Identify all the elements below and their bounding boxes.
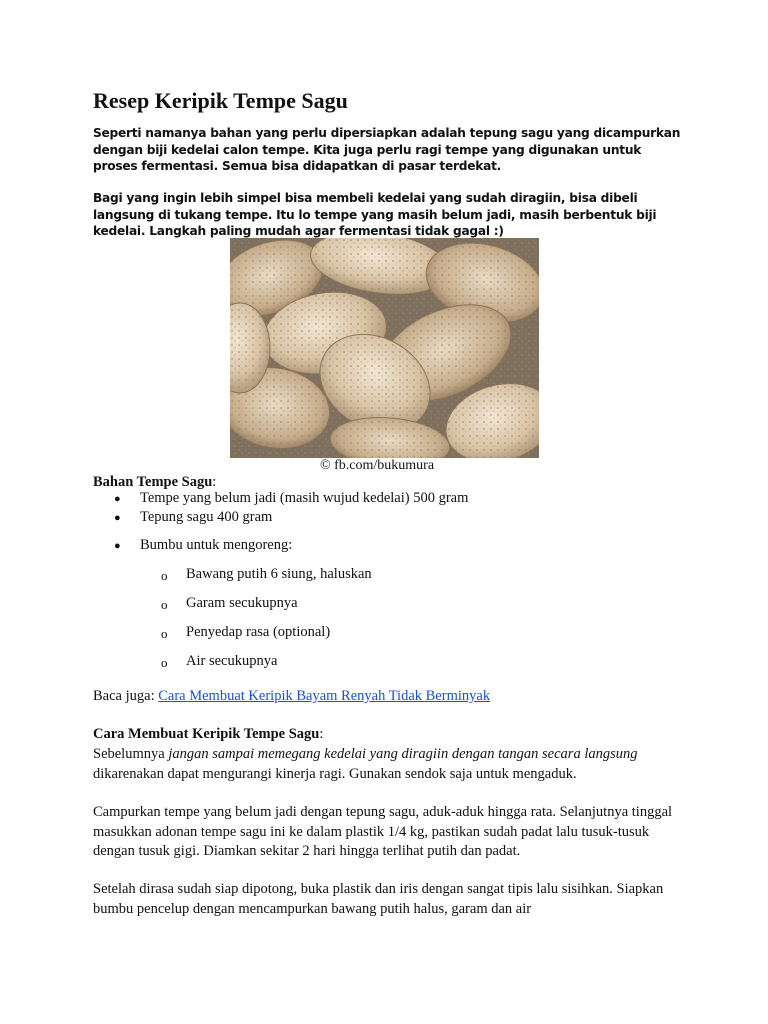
read-also-line [93, 687, 693, 707]
sub-bullet-marker: o [161, 655, 168, 670]
ingredient-item-2: Tepung sagu 400 gram [140, 509, 273, 525]
intro-paragraph-2: Bagi yang ingin lebih simpel bisa membeli kedelai yang sudah diragiin, bisa dibeli langsung di tukang tempe. Itu lo tempe yang masih belum jadi, masih berbentuk biji kedelai. Langkah paling mudah agar fermentasi tidak gagal :) [93, 191, 657, 238]
method-paragraph-1 [93, 745, 693, 784]
sub-bullet-marker: o [161, 568, 168, 583]
ingredients-heading-text: Bahan Tempe Sagu [93, 474, 213, 490]
sub-bullet-marker: o [161, 626, 168, 641]
bullet-marker: ● [114, 493, 121, 505]
method-p1-start: Sebelumnya [93, 746, 169, 762]
read-also-label: Baca juga: [93, 688, 155, 704]
method-heading-colon: : [319, 726, 324, 742]
method-paragraph-3: Setelah dirasa sudah siap dipotong, buka plastik dan iris dengan sangat tipis lalu sisihkan. Siapkan bumbu pencelup dengan mencampurkan bawang putih halus, garam dan air [93, 881, 664, 917]
ingredient-sub-item-2: Garam secukupnya [186, 595, 298, 611]
ingredients-heading-colon: : [212, 474, 217, 490]
keripik-photo [230, 238, 539, 458]
intro-paragraph-1: Seperti namanya bahan yang perlu dipersiapkan adalah tepung sagu yang dicampurkan dengan biji kedelai calon tempe. Kita juga perlu ragi tempe yang digunakan untuk proses fermentasi. Semua bisa didapatkan di pasar terdekat. [93, 126, 681, 173]
ingredients-heading [93, 474, 216, 491]
ingredient-sub-item-4: Air secukupnya [186, 653, 278, 669]
sub-bullet-marker: o [161, 597, 168, 612]
method-p1-italic: jangan sampai memegang kedelai yang diragiin dengan tangan secara langsung [168, 746, 638, 762]
method-heading [93, 726, 323, 743]
method-paragraph-2: Campurkan tempe yang belum jadi dengan tepung sagu, aduk-aduk hingga rata. Selanjutnya tinggal masukkan adonan tempe sagu ini ke dalam plastik 1/4 kg, pastikan sudah padat lalu tusuk-tusuk dengan tusuk gigi. Diamkan sekitar 2 hari hingga terlihat putih dan padat. [93, 804, 673, 859]
ingredient-sub-item-3: Penyedap rasa (optional) [186, 624, 331, 640]
read-also-link[interactable]: Cara Membuat Keripik Bayam Renyah Tidak Berminyak [158, 688, 491, 704]
method-p1-end: dikarenakan dapat mengurangi kinerja ragi. Gunakan sendok saja untuk mengaduk. [93, 765, 577, 782]
photo-caption: © fb.com/bukumura [320, 458, 435, 473]
ingredient-item-1: Tempe yang belum jadi (masih wujud kedelai) 500 gram [140, 490, 469, 506]
bullet-marker: ● [114, 540, 121, 552]
page-title: Resep Keripik Tempe Sagu [93, 88, 348, 113]
keripik-photo-illustration [230, 238, 539, 458]
ingredient-item-3: Bumbu untuk mengoreng: [140, 537, 293, 553]
bullet-marker: ● [114, 512, 121, 524]
method-heading-text: Cara Membuat Keripik Tempe Sagu [93, 726, 320, 742]
ingredient-sub-item-1: Bawang putih 6 siung, haluskan [186, 566, 372, 582]
